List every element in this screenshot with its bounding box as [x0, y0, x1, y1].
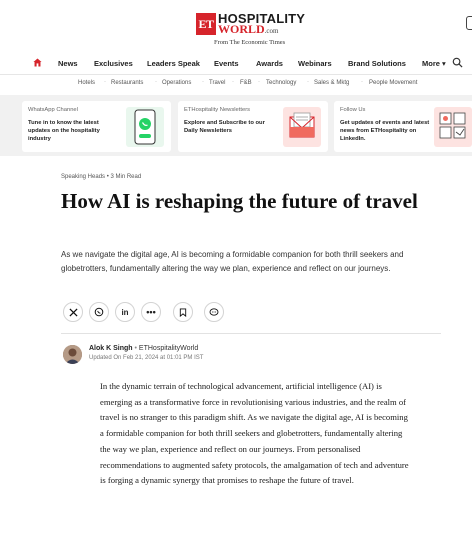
- subnav-item-fnb[interactable]: F&B: [240, 80, 252, 86]
- subnav-item-operations[interactable]: Operations: [162, 80, 192, 86]
- linkedin-share-button[interactable]: [115, 302, 135, 322]
- subnav-item-restaurants[interactable]: Restaurants: [111, 80, 144, 86]
- logo-line-hospitality: HOSPITALITY: [218, 11, 306, 26]
- nav-item-news[interactable]: News: [58, 59, 78, 68]
- comment-button[interactable]: [204, 302, 224, 322]
- search-icon[interactable]: [452, 57, 463, 68]
- read-time: 3 Min Read: [110, 174, 142, 180]
- social-follow-icon: [434, 107, 472, 147]
- x-icon: [69, 308, 78, 317]
- subnav-item-people-movement[interactable]: People Movement: [369, 80, 418, 86]
- logo-domain: .com: [264, 27, 279, 35]
- promo-desc: Explore and Subscribe to our Daily Newsletters: [184, 120, 265, 134]
- promo-title: ETHospitality Newsletters: [184, 107, 251, 113]
- site-logo[interactable]: [196, 13, 305, 37]
- comment-icon: [209, 308, 219, 317]
- bookmark-icon: [179, 308, 187, 317]
- article-title: How AI is reshaping the future of travel: [61, 189, 418, 213]
- divider: [61, 333, 441, 334]
- nav-item-more[interactable]: More ▾: [422, 59, 446, 68]
- newsletter-envelope-icon: [283, 107, 321, 147]
- logo-tagline: From The Economic Times: [214, 39, 286, 46]
- subnav-item-technology[interactable]: Technology: [266, 80, 297, 86]
- subnav-item-sales-mktg[interactable]: Sales & Mktg: [314, 80, 350, 86]
- nav-item-webinars[interactable]: Webinars: [298, 59, 332, 68]
- more-share-button[interactable]: [141, 302, 161, 322]
- x-share-button[interactable]: [63, 302, 83, 322]
- et-logo-mark: ET: [196, 13, 216, 35]
- promo-title: Follow Us: [340, 107, 366, 113]
- nav-item-events[interactable]: Events: [214, 59, 239, 68]
- article-category[interactable]: Speaking Heads: [61, 174, 106, 180]
- site-header: [0, 0, 472, 50]
- sub-nav: Hotels · Restaurants · Operations · Travel · F&B · Technology · Sales & Mktg · People Movement: [78, 79, 418, 86]
- chevron-down-icon: ▾: [442, 59, 446, 68]
- article-summary: As we navigate the digital age, AI is becoming a formidable companion for both thrill seekers and globetrotters, fundamentally altering the way we plan, experience and reflect on our journeys.: [61, 250, 404, 273]
- user-icon[interactable]: [466, 16, 472, 30]
- article-body: In the dynamic terrain of technological advancement, artificial intelligence (AI) is emerging as a transformative force in revolutionising various industries, and the realm of travel is no stranger to this paradigm shift. As we navigate the digital age, AI is becoming a formidable companion for both thrill seekers and globetrotters, fundamentally altering the way we plan, experience and reflect on our journeys. From personalised recommendations to augmented safety protocols, the amalgamation of tech and adventure is forging a dynamic synergy that promises to reshape the future of travel.: [100, 381, 409, 486]
- whatsapp-icon: [94, 307, 104, 317]
- promo-card-whatsapp[interactable]: [22, 101, 171, 152]
- home-icon[interactable]: [33, 58, 42, 67]
- linkedin-icon: in: [121, 307, 129, 317]
- subnav-item-travel[interactable]: Travel: [209, 80, 226, 86]
- author-name[interactable]: Alok K Singh: [89, 345, 133, 352]
- promo-strip: [0, 95, 472, 156]
- author-brand[interactable]: ETHospitalityWorld: [138, 345, 199, 352]
- main-nav: [0, 53, 472, 75]
- article-meta: Speaking Heads • 3 Min Read: [61, 174, 142, 180]
- whatsapp-phone-icon: [126, 107, 164, 147]
- promo-card-newsletters[interactable]: [178, 101, 328, 152]
- author-line: Alok K Singh • ETHospitalityWorld: [89, 345, 199, 352]
- logo-line-world: WORLD: [218, 22, 265, 36]
- promo-desc: Get updates of events and latest news from ETHospitality on LinkedIn.: [340, 120, 430, 142]
- nav-item-awards[interactable]: Awards: [256, 59, 283, 68]
- updated-timestamp: Updated On Feb 21, 2024 at 01:01 PM IST: [89, 355, 204, 361]
- nav-item-brand-solutions[interactable]: Brand Solutions: [348, 59, 406, 68]
- more-icon: •••: [146, 307, 156, 317]
- whatsapp-share-button[interactable]: [89, 302, 109, 322]
- bookmark-button[interactable]: [173, 302, 193, 322]
- promo-desc: Tune in to know the latest updates on the hospitality industry: [28, 120, 100, 142]
- promo-title: WhatsApp Channel: [28, 107, 78, 113]
- nav-item-leaders-speak[interactable]: Leaders Speak: [147, 59, 200, 68]
- promo-card-follow-us[interactable]: [334, 101, 472, 152]
- subnav-item-hotels[interactable]: Hotels: [78, 80, 96, 86]
- nav-item-exclusives[interactable]: Exclusives: [94, 59, 133, 68]
- avatar[interactable]: [63, 345, 82, 364]
